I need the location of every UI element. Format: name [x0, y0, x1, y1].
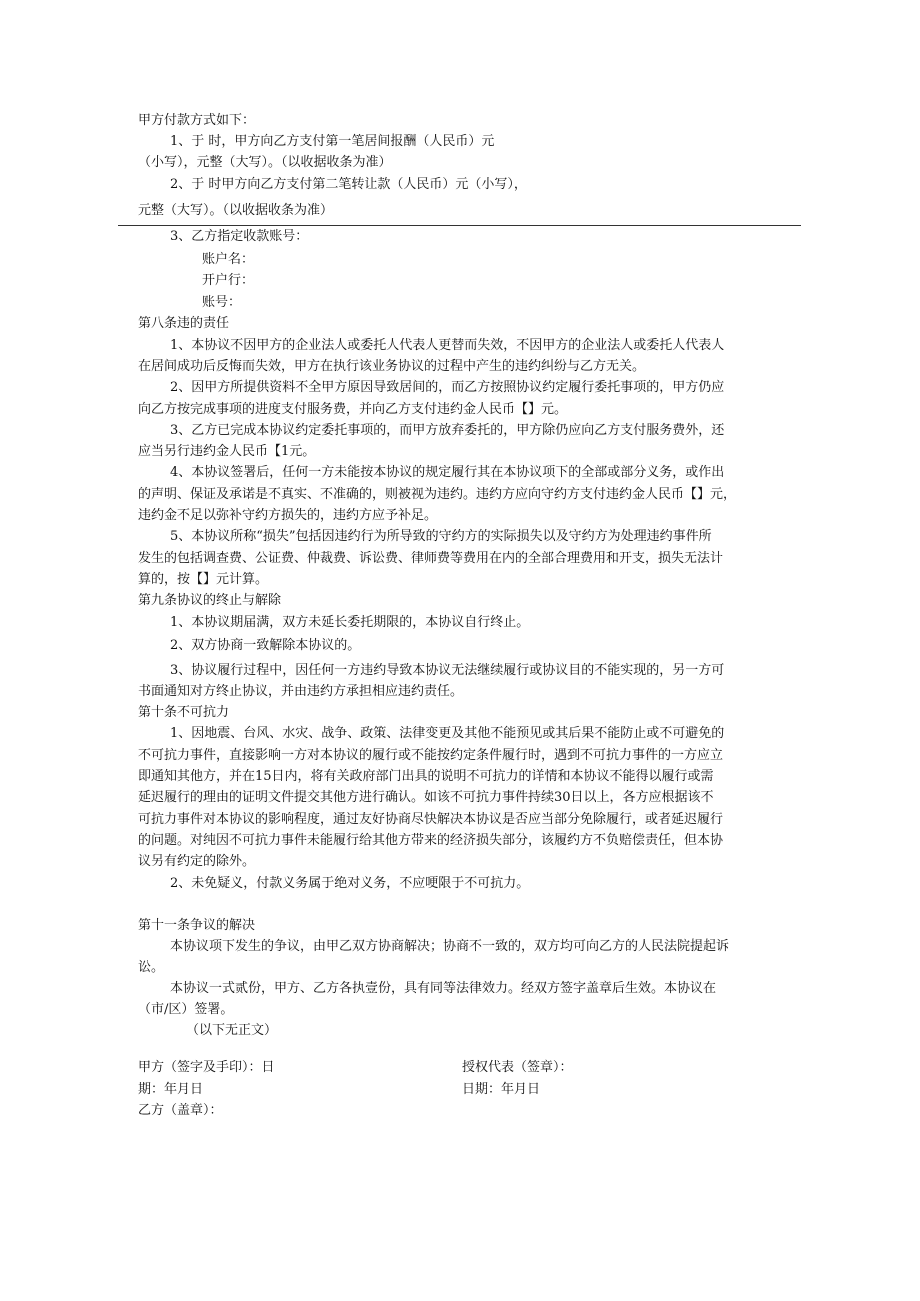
article-10-clause-1-cont3: 延迟履行的理由的证明文件提交其他方进行确认。如该不可抗力事件持续30日以上，各方应根据该不: [138, 790, 714, 805]
article-8-title: 第八条违的责任: [138, 316, 230, 331]
horizontal-divider: [118, 225, 801, 226]
end-of-text-note: （以下无正文）: [186, 1023, 278, 1038]
article-8-clause-1: 1、本协议不因甲方的企业法人或委托人代表人更替而失效，不因甲方的企业法人或委托人代表人: [170, 338, 725, 353]
payment-item-3: 3、乙方指定收款账号：: [170, 229, 309, 244]
article-10-clause-1-cont: 不可抗力事件，直接影响一方对本协议的履行或不能按约定条件履行时，遇到不可抗力事件的一方应立: [138, 748, 724, 763]
article-11-para-1: 本协议项下发生的争议，由甲乙双方协商解决；协商不一致的，双方均可向乙方的人民法院提起诉: [170, 939, 730, 954]
article-11-para-2: 本协议一式贰份，甲方、乙方各执壹份，具有同等法律效力。经双方签字盖章后生效。本协议在: [170, 981, 717, 996]
account-name-label: 账户名：: [202, 252, 255, 267]
article-10-clause-1: 1、因地震、台风、水灾、战争、政策、法律变更及其他不能预见或其后果不能防止或不可避免的: [170, 726, 725, 741]
article-9-clause-3-cont: 书面通知对方终止协议，并由违约方承担相应违约责任。: [138, 684, 464, 699]
article-9-clause-2: 2、双方协商一致解除本协议的。: [170, 638, 361, 653]
article-8-clause-5-cont2: 算的，按【】元计算。: [138, 572, 269, 587]
article-10-clause-1-cont5: 的问题。对纯因不可抗力事件未能履行给其他方带来的经济损失部分，该履约方不负赔偿责任，但本协: [138, 833, 724, 848]
article-8-clause-4-cont2: 违约金不足以弥补守约方损失的，违约方应予补足。: [138, 508, 438, 523]
bank-label: 开户行：: [202, 273, 255, 288]
payment-item-2: 2、于 时甲方向乙方支付第二笔转让款（人民币）元（小写），: [170, 177, 527, 192]
article-8-clause-5: 5、本协议所称“损失”包括因违约行为所导致的守约方的实际损失以及守约方为处理违约事件所: [170, 529, 712, 544]
article-8-clause-5-cont: 发生的包括调查费、公证费、仲裁费、诉讼费、律师费等费用在内的全部合理费用和开支，损失无法计: [138, 551, 724, 566]
payment-heading: 甲方付款方式如下：: [138, 113, 256, 128]
party-a-date: 期：年月日: [138, 1082, 204, 1097]
party-b-seal: 乙方（盖章）：: [138, 1103, 223, 1118]
article-11-title: 第十一条争议的解决: [138, 918, 256, 933]
article-9-clause-3: 3、协议履行过程中，因任何一方违约导致本协议无法继续履行或协议目的不能实现的，另一方可: [170, 663, 725, 678]
article-10-clause-2: 2、未免疑义，付款义务属于绝对义务，不应哽限于不可抗力。: [170, 876, 530, 891]
article-10-clause-1-cont2: 即通知其他方，并在15日内，将有关政府部门出具的说明不可抗力的详情和本协议不能得以履行或需: [138, 769, 714, 784]
article-8-clause-3: 3、乙方已完成本协议约定委托事项的，而甲方放弃委托的，甲方除仍应向乙方支付服务费外，还: [170, 423, 725, 438]
party-a-signature: 甲方（签字及手印）：日: [138, 1060, 275, 1075]
account-number-label: 账号：: [202, 295, 242, 310]
payment-item-1-cont: （小写），元整（大写）。（以收据收条为准）: [138, 155, 392, 170]
article-8-clause-1-cont: 在居间成功后反悔而失效，甲方在执行该业务协议的过程中产生的违约纠纷与乙方无关。: [138, 359, 646, 374]
payment-item-2-cont: 元整（大写）。（以收据收条为准）: [138, 203, 334, 218]
article-11-para-2-cont: （市/区）签署。: [138, 1002, 234, 1017]
payment-item-1: 1、于 时，甲方向乙方支付第一笔居间报酬（人民币）元: [170, 134, 495, 149]
article-10-clause-1-cont4: 可抗力事件对本协议的影响程度，通过友好协商尽快解决本协议是否应当部分免除履行，或者延迟履行: [138, 812, 724, 827]
article-10-title: 第十条不可抗力: [138, 705, 230, 720]
authorized-representative: 授权代表（签章）：: [462, 1060, 573, 1075]
article-8-clause-4-cont: 的声明、保证及承诺是不真实、不准确的，则被视为违约。违约方应向守约方支付违约金人民币【】元，: [138, 487, 737, 502]
article-8-clause-2: 2、因甲方所提供资料不全甲方原因导致居间的，而乙方按照协议约定履行委托事项的，甲方仍应: [170, 380, 725, 395]
representative-date: 日期：年月日: [462, 1082, 541, 1097]
article-8-clause-2-cont: 向乙方按完成事项的进度支付服务费，并向乙方支付违约金人民币【】元。: [138, 402, 568, 417]
article-9-title: 第九条协议的终止与解除: [138, 593, 282, 608]
article-8-clause-4: 4、本协议签署后，任何一方未能按本协议的规定履行其在本协议项下的全部或部分义务，或作出: [170, 465, 725, 480]
article-8-clause-3-cont: 应当另行违约金人民币【1元。: [138, 444, 316, 459]
article-10-clause-1-cont6: 议另有约定的除外。: [138, 854, 256, 869]
article-11-para-1-cont: 讼。: [138, 960, 165, 975]
article-9-clause-1: 1、本协议期届满，双方未延长委托期限的，本协议自行终止。: [170, 615, 530, 630]
